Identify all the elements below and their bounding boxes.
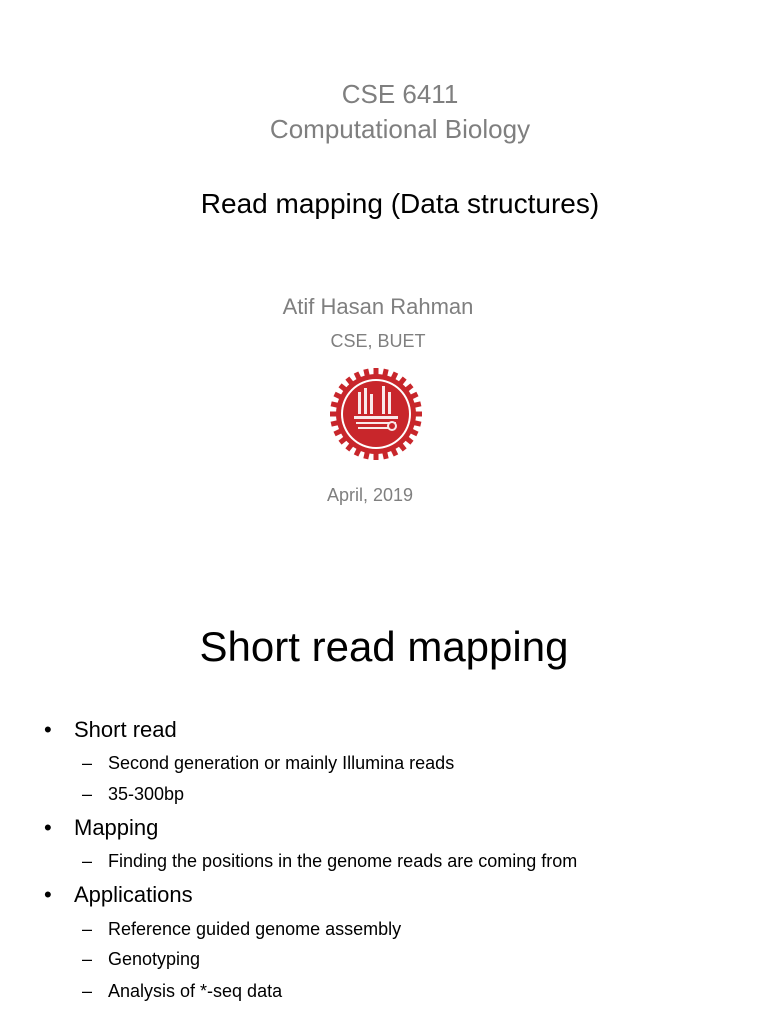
bullet-label: Short read (74, 717, 177, 742)
buet-emblem-icon (328, 366, 424, 462)
dash-icon: – (82, 981, 93, 1001)
date: April, 2019 (326, 485, 414, 505)
sub-bullet-label: 35-300bp (108, 784, 185, 804)
sub-bullet-label: Genotyping (108, 949, 201, 969)
bullet-item (44, 881, 193, 909)
dash-icon: – (82, 851, 93, 871)
sub-bullet-item (82, 752, 454, 774)
dash-icon: – (82, 753, 93, 773)
sub-bullet-label: Analysis of *-seq data (108, 981, 283, 1001)
sub-bullet-label: Finding the positions in the genome reads are coming from (108, 851, 578, 871)
sub-bullet-label: Second generation or mainly Illumina reads (108, 753, 455, 773)
dash-icon: – (82, 949, 93, 969)
bullet-label: Applications (74, 882, 193, 907)
author-name: Atif Hasan Rahman (282, 294, 474, 319)
bullet-icon: • (44, 717, 52, 742)
sub-bullet-item (82, 918, 401, 940)
dash-icon: – (82, 919, 93, 939)
sub-bullet-label: Reference guided genome assembly (108, 919, 402, 939)
bullet-icon: • (44, 815, 52, 840)
lecture-title: Read mapping (Data structures) (200, 188, 600, 219)
sub-bullet-item (82, 850, 577, 872)
course-name: Computational Biology (269, 114, 531, 144)
course-code: CSE 6411 (341, 79, 459, 109)
sub-bullet-item (82, 980, 282, 1002)
dash-icon: – (82, 784, 93, 804)
sub-bullet-item (82, 783, 184, 805)
slide-title: Short read mapping (199, 623, 569, 670)
bullet-item (44, 814, 158, 842)
bullet-label: Mapping (74, 815, 159, 840)
affiliation: CSE, BUET (330, 331, 426, 351)
bullet-icon: • (44, 882, 52, 907)
bullet-item (44, 716, 177, 744)
sub-bullet-item (82, 948, 200, 970)
